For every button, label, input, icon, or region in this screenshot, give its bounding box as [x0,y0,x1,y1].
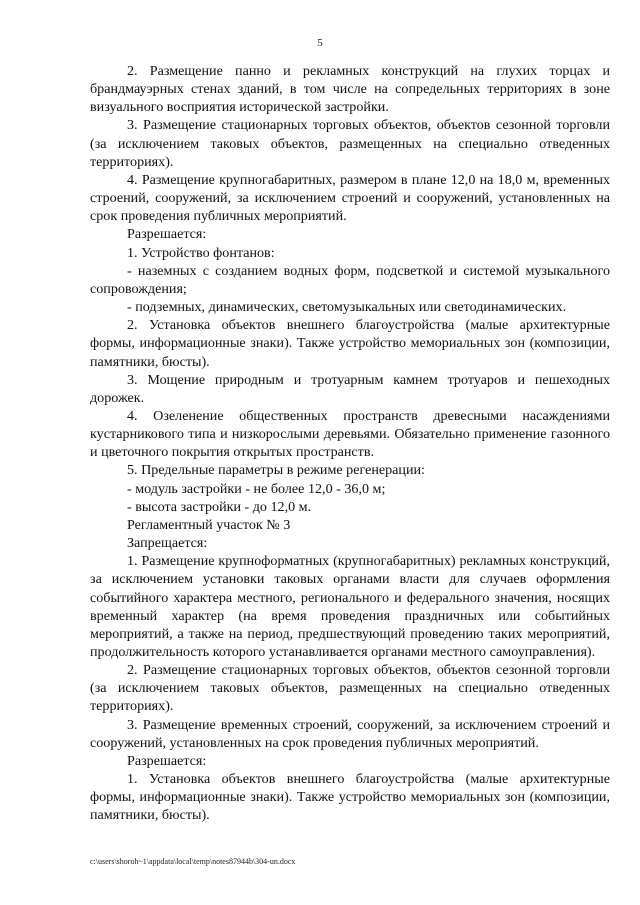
paragraph-prohibition-4: 4. Размещение крупногабаритных, размером в плане 12,0 на 18,0 м, временных строений, сооружений, за исключением строений и сооружений, установленных на срок проведения публичных мероприятий. [90,171,610,225]
paragraph-stationary-trade: 2. Размещение стационарных торговых объектов, объектов сезонной торговли (за исключением таковых объектов, размещенных на специально отведенных территориях). [90,662,610,715]
heading-prohibited: Запрещается: [127,535,208,552]
paragraph-prohibition-3: 3. Размещение стационарных торговых объектов, объектов сезонной торговли (за исключением таковых объектов, размещенных на специально отведенных территориях). [90,117,610,170]
heading-allowed-2: Разрешается: [127,752,207,769]
paragraph-greening: 4. Озеленение общественных пространств древесными насаждениями кустарникового типа и низкорослыми деревьями. Обязательно применение газонного и цветочного покрытия открытых пространств. [90,407,610,461]
document-body [90,62,610,825]
paragraph-landscaping-objects-2: 1. Установка объектов внешнего благоустройства (малые архитектурные формы, информационные знаки). Также устройство мемориальных зон (композиции, памятники, бюсты). [90,771,610,824]
list-item-building-height: - высота застройки - до 12,0 м. [127,498,312,515]
paragraph-prohibition-2: 2. Размещение панно и рекламных конструкций на глухих торцах и брандмауэрных стенах зданий, в том числе на сопредельных территориях в зоне визуального восприятия исторической застройки. [90,63,610,116]
list-item-building-module: - модуль застройки - не более 12,0 - 36,0 м; [127,480,386,497]
paragraph-large-advertising: 1. Размещение крупноформатных (крупногабаритных) рекламных конструкций, за исключением установки таковых органами власти для случаев оформления событийного характера местного, регионального и федерального значения, носящих временный характер (на время проведения праздничных или событийных мероприятий, а также на период, предшествующий проведению таких мероприятий, продолжительность которого устанавливается органами местного самоуправления). [90,553,610,660]
paragraph-limit-parameters: 5. Предельные параметры в режиме регенерации: [127,462,425,479]
list-item-ground-fountains: - наземных с созданием водных форм, подсветкой и системой музыкального сопровождения; [90,262,610,297]
heading-allowed: Разрешается: [127,226,207,243]
list-item-underground-fountains: - подземных, динамических, светомузыкальных или светодинамических. [127,299,567,316]
paragraph-paving: 3. Мощение природным и тротуарным камнем тротуаров и пешеходных дорожек. [90,371,610,406]
paragraph-fountains: 1. Устройство фонтанов: [127,244,275,261]
heading-regulation-area-3: Регламентный участок № 3 [127,516,291,533]
paragraph-landscaping-objects: 2. Установка объектов внешнего благоустройства (малые архитектурные формы, информационные знаки). Также устройство мемориальных зон (композиции, памятники, бюсты). [90,317,610,370]
footer-file-path: c:\users\shoroh~1\appdata\local\temp\notes87944b\304-un.docx [90,857,296,866]
paragraph-temporary-structures: 3. Размещение временных строений, сооружений, за исключением строений и сооружений, установленных на срок проведения публичных мероприятий. [90,716,610,751]
page-number: 5 [317,37,323,49]
